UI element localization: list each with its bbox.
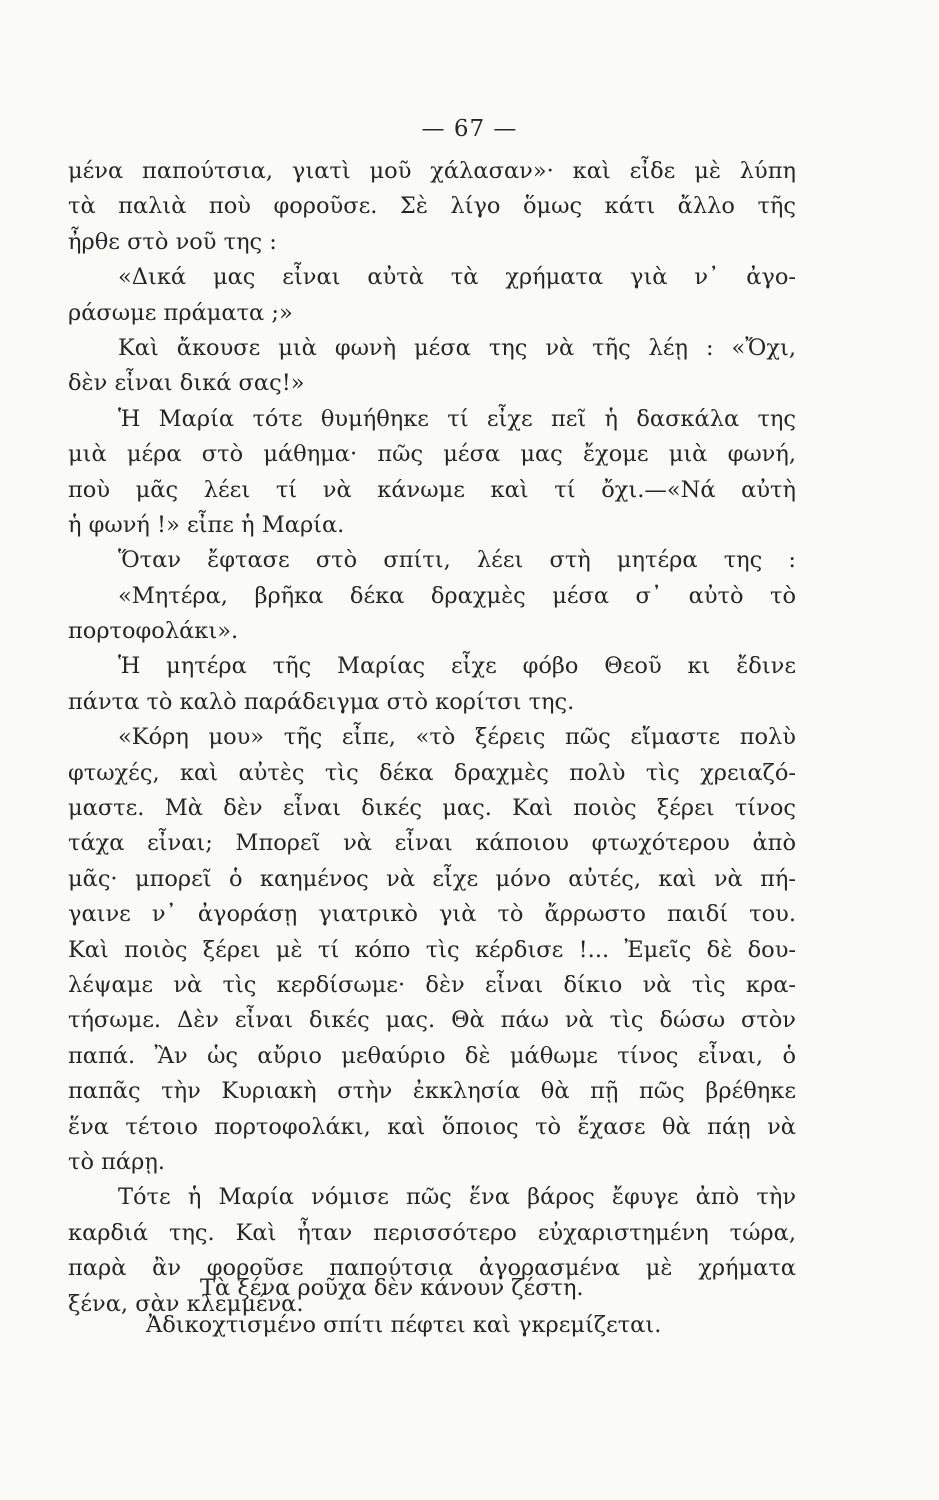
text-line: ἕνα τέτοιο πορτοφολάκι, καὶ ὅποιος τὸ ἔχασε θὰ πάῃ νὰ (68, 1113, 796, 1140)
text-line: Καὶ ἄκουσε μιὰ φωνὴ μέσα της νὰ τῆς λέῃ : «Ὄχι, (118, 334, 796, 361)
text-line: γαινε ν᾿ ἀγοράσῃ γιατρικὸ γιὰ τὸ ἄρρωστο παιδί του. (68, 901, 796, 928)
text-line: ξένα, σὰν κλεμμένα. (68, 1290, 304, 1317)
text-line: Ἡ μητέρα τῆς Μαρίας εἶχε φόβο Θεοῦ κι ἔδινε (118, 653, 796, 680)
text-line: τὰ παλιὰ ποὺ φοροῦσε. Σὲ λίγο ὅμως κάτι ἄλλο τῆς (68, 193, 796, 220)
text-line: παπά. Ἂν ὡς αὔριο μεθαύριο δὲ μάθωμε τίνος εἶναι, ὁ (68, 1042, 796, 1069)
page-number: — 67 — (421, 116, 518, 142)
text-line: παρὰ ἂν φοροῦσε παπούτσια ἀγορασμένα μὲ χρήματα (68, 1255, 796, 1282)
text-line: «Μητέρα, βρῆκα δέκα δραχμὲς μέσα σ᾿ αὐτὸ τὸ (118, 582, 796, 609)
proverb-line: Τὰ ξένα ροῦχα δὲν κάνουν ζέστη. (200, 1275, 584, 1301)
text-line: μιὰ μέρα στὸ μάθημα· πῶς μέσα μας ἔχομε μιὰ φωνή, (68, 441, 796, 468)
text-line: Ἡ Μαρία τότε θυμήθηκε τί εἶχε πεῖ ἡ δασκάλα της (118, 405, 796, 432)
text-line: «Δικά μας εἶναι αὐτὰ τὰ χρήματα γιὰ ν᾿ ἀγο- (118, 264, 796, 291)
proverb-line: Ἀδικοχτισμένο σπίτι πέφτει καὶ γκρεμίζεται. (146, 1312, 662, 1338)
text-line: πορτοφολάκι». (68, 618, 239, 645)
text-line: λέψαμε νὰ τὶς κερδίσωμε· δὲν εἶναι δίκιο νὰ τὶς κρα- (68, 971, 796, 998)
text-line: ποὺ μᾶς λέει τί νὰ κάνωμε καὶ τί ὄχι.—«Νά αὐτὴ (68, 476, 796, 503)
text-line: Ὅταν ἔφτασε στὸ σπίτι, λέει στὴ μητέρα της : (118, 547, 796, 574)
text-line: ἦρθε στὸ νοῦ της : (68, 228, 277, 255)
text-line: δὲν εἶναι δικά σας!» (68, 370, 305, 397)
text-line: πάντα τὸ καλὸ παράδειγμα στὸ κορίτσι της. (68, 688, 575, 715)
text-line: παπᾶς τὴν Κυριακὴ στὴν ἐκκλησία θὰ πῇ πῶς βρέθηκε (68, 1078, 796, 1105)
text-line: μᾶς· μπορεῖ ὁ καημένος νὰ εἶχε μόνο αὐτές, καὶ νὰ πή- (68, 865, 796, 892)
text-line: τήσωμε. Δὲν εἶναι δικές μας. Θὰ πάω νὰ τὶς δώσω στὸν (68, 1007, 796, 1034)
body-text (68, 154, 796, 1322)
text-line: μαστε. Μὰ δὲν εἶναι δικές μας. Καὶ ποιὸς ξέρει τίνος (68, 795, 796, 822)
text-line: τὸ πάρῃ. (68, 1148, 165, 1175)
text-line: καρδιά της. Καὶ ἦταν περισσότερο εὐχαριστημένη τώρα, (68, 1219, 796, 1246)
text-line: ἡ φωνή !» εἶπε ἡ Μαρία. (68, 511, 345, 538)
text-line: ράσωμε πράματα ;» (68, 299, 293, 326)
text-line: «Κόρη μου» τῆς εἶπε, «τὸ ξέρεις πῶς εἴμαστε πολὺ (118, 724, 796, 751)
text-line: Καὶ ποιὸς ξέρει μὲ τί κόπο τὶς κέρδισε !... Ἐμεῖς δὲ δου- (68, 936, 796, 963)
text-line: μένα παπούτσια, γιατὶ μοῦ χάλασαν»· καὶ εἶδε μὲ λύπη (68, 158, 796, 184)
text-line: τάχα εἶναι; Μπορεῖ νὰ εἶναι κάποιου φτωχότερου ἀπὸ (68, 830, 796, 857)
text-line: Τότε ἡ Μαρία νόμισε πῶς ἕνα βάρος ἔφυγε ἀπὸ τὴν (118, 1184, 796, 1211)
text-line: φτωχές, καὶ αὐτὲς τὶς δέκα δραχμὲς πολὺ τὶς χρειαζό- (68, 759, 796, 786)
proverb-block (0, 1270, 939, 1344)
